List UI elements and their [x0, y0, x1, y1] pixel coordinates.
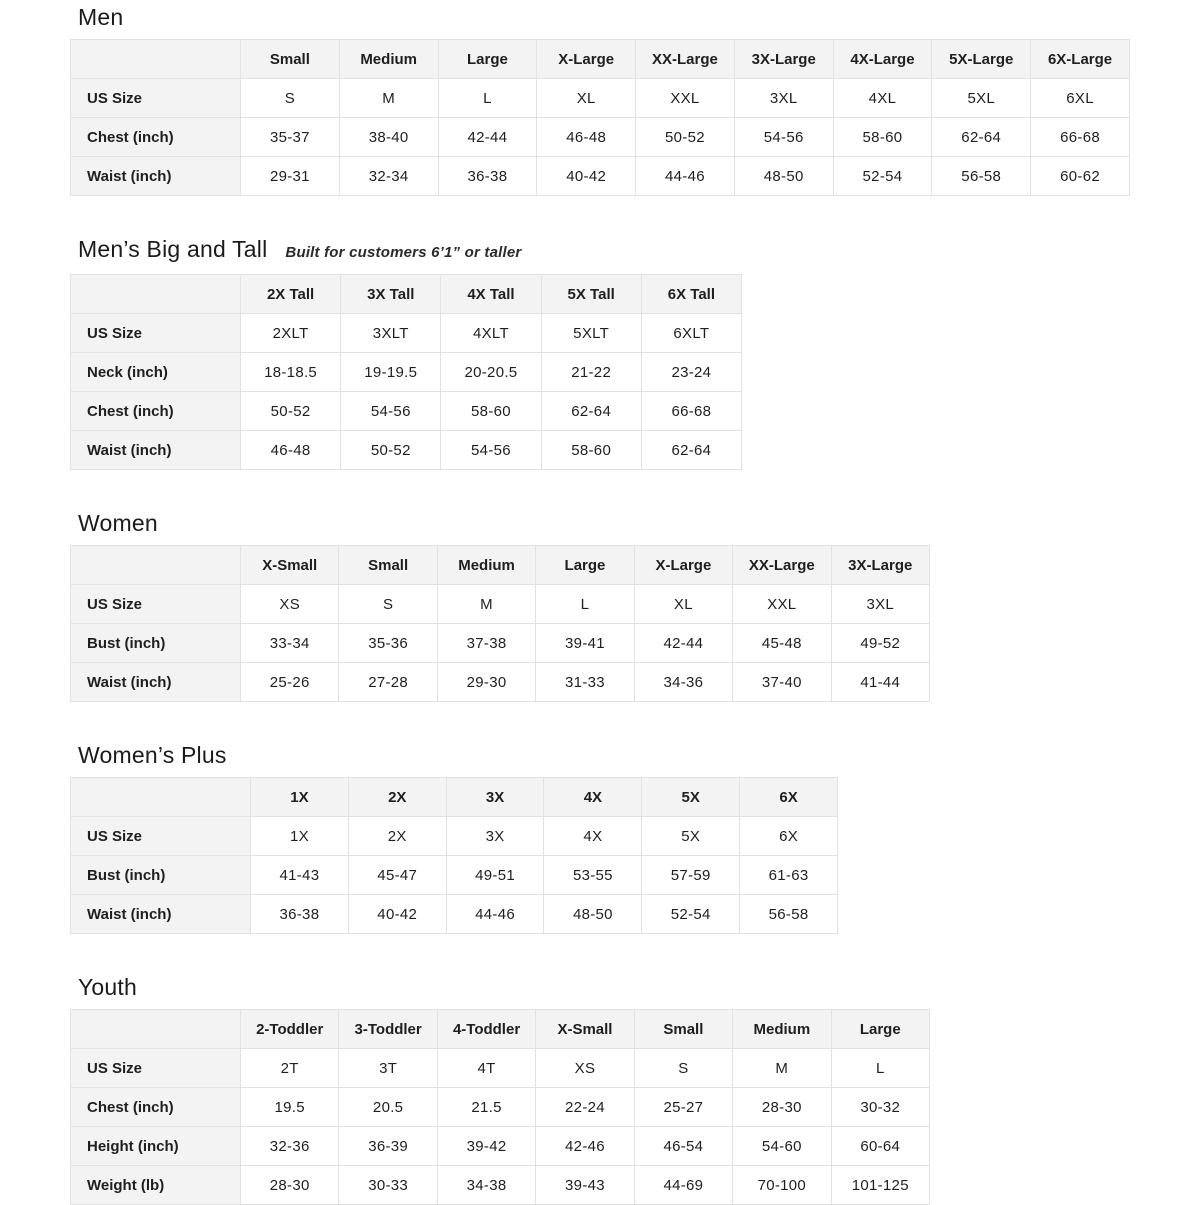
- size-value-cell: 21.5: [437, 1088, 535, 1127]
- row-label: Waist (inch): [71, 431, 241, 470]
- size-value-cell: 62-64: [641, 431, 741, 470]
- size-value-cell: 5XLT: [541, 314, 641, 353]
- table-row: [71, 118, 1130, 157]
- column-header: 2-Toddler: [241, 1010, 339, 1049]
- column-header: X-Large: [634, 546, 732, 585]
- size-value-cell: 44-46: [636, 157, 735, 196]
- section-womens-plus: [70, 742, 1200, 934]
- section-youth: [70, 974, 1200, 1205]
- women-size-table: [70, 545, 930, 702]
- row-label: US Size: [71, 1049, 241, 1088]
- size-value-cell: 41-43: [251, 856, 349, 895]
- column-header: X-Large: [537, 40, 636, 79]
- size-value-cell: XL: [537, 79, 636, 118]
- size-value-cell: 46-48: [537, 118, 636, 157]
- size-value-cell: 32-36: [241, 1127, 339, 1166]
- size-value-cell: L: [536, 585, 634, 624]
- column-header: 5X-Large: [932, 40, 1031, 79]
- header-row: [71, 778, 838, 817]
- column-header: XX-Large: [733, 546, 831, 585]
- column-header: Medium: [437, 546, 535, 585]
- size-value-cell: 37-38: [437, 624, 535, 663]
- size-value-cell: 4X: [544, 817, 642, 856]
- table-row: [71, 585, 930, 624]
- size-value-cell: 32-34: [339, 157, 438, 196]
- table-row: [71, 1166, 930, 1205]
- corner-cell: [71, 546, 241, 585]
- corner-cell: [71, 40, 241, 79]
- column-header: 3X Tall: [341, 275, 441, 314]
- size-value-cell: 54-56: [441, 431, 541, 470]
- table-row: [71, 1127, 930, 1166]
- size-value-cell: 6XL: [1031, 79, 1130, 118]
- row-label: Chest (inch): [71, 1088, 241, 1127]
- size-value-cell: 41-44: [831, 663, 929, 702]
- table-row: [71, 392, 742, 431]
- column-header: Medium: [733, 1010, 831, 1049]
- size-value-cell: 46-48: [241, 431, 341, 470]
- size-value-cell: 45-48: [733, 624, 831, 663]
- column-header: 2X: [348, 778, 446, 817]
- row-label: Bust (inch): [71, 624, 241, 663]
- row-label: Chest (inch): [71, 392, 241, 431]
- section-men: [70, 4, 1200, 196]
- header-row: [71, 275, 742, 314]
- size-value-cell: 4XLT: [441, 314, 541, 353]
- column-header: Large: [831, 1010, 929, 1049]
- size-value-cell: 22-24: [536, 1088, 634, 1127]
- size-value-cell: 53-55: [544, 856, 642, 895]
- size-value-cell: 48-50: [544, 895, 642, 934]
- row-label: Waist (inch): [71, 895, 251, 934]
- column-header: XX-Large: [636, 40, 735, 79]
- size-value-cell: 2XLT: [241, 314, 341, 353]
- size-value-cell: 25-27: [634, 1088, 732, 1127]
- size-value-cell: 52-54: [642, 895, 740, 934]
- size-value-cell: 56-58: [740, 895, 838, 934]
- table-row: [71, 431, 742, 470]
- section-title-text: Men’s Big and Tall: [78, 236, 268, 262]
- size-value-cell: 60-62: [1031, 157, 1130, 196]
- size-value-cell: 34-36: [634, 663, 732, 702]
- size-value-cell: XXL: [636, 79, 735, 118]
- size-value-cell: 70-100: [733, 1166, 831, 1205]
- size-value-cell: 28-30: [733, 1088, 831, 1127]
- row-label: US Size: [71, 314, 241, 353]
- row-label: Height (inch): [71, 1127, 241, 1166]
- section-title-womens-plus: Women’s Plus: [78, 742, 227, 768]
- column-header: 3X-Large: [734, 40, 833, 79]
- size-value-cell: 38-40: [339, 118, 438, 157]
- men-size-table: [70, 39, 1130, 196]
- header-row: [71, 546, 930, 585]
- column-header: Large: [536, 546, 634, 585]
- mens-big-and-tall-size-table: [70, 274, 742, 470]
- table-row: [71, 817, 838, 856]
- section-title-youth: Youth: [78, 974, 137, 1000]
- size-value-cell: 18-18.5: [241, 353, 341, 392]
- size-value-cell: XS: [241, 585, 339, 624]
- size-value-cell: 49-52: [831, 624, 929, 663]
- size-value-cell: 62-64: [932, 118, 1031, 157]
- size-value-cell: 35-36: [339, 624, 437, 663]
- section-subtitle: Built for customers 6’1” or taller: [285, 244, 522, 261]
- section-title-mens-big-and-tall: [78, 236, 1200, 266]
- size-value-cell: 48-50: [734, 157, 833, 196]
- column-header: 4X: [544, 778, 642, 817]
- size-value-cell: 21-22: [541, 353, 641, 392]
- size-value-cell: L: [831, 1049, 929, 1088]
- size-value-cell: 52-54: [833, 157, 932, 196]
- size-value-cell: 29-31: [241, 157, 340, 196]
- row-label: Weight (lb): [71, 1166, 241, 1205]
- column-header: 5X Tall: [541, 275, 641, 314]
- size-value-cell: XS: [536, 1049, 634, 1088]
- size-value-cell: 42-46: [536, 1127, 634, 1166]
- column-header: Small: [634, 1010, 732, 1049]
- size-value-cell: 2X: [348, 817, 446, 856]
- column-header: Medium: [339, 40, 438, 79]
- size-value-cell: 57-59: [642, 856, 740, 895]
- size-value-cell: 3XL: [831, 585, 929, 624]
- size-value-cell: S: [339, 585, 437, 624]
- column-header: 2X Tall: [241, 275, 341, 314]
- size-value-cell: 44-69: [634, 1166, 732, 1205]
- size-value-cell: 54-56: [734, 118, 833, 157]
- size-value-cell: 1X: [251, 817, 349, 856]
- header-row: [71, 1010, 930, 1049]
- size-value-cell: 50-52: [636, 118, 735, 157]
- size-value-cell: 34-38: [437, 1166, 535, 1205]
- size-value-cell: 5XL: [932, 79, 1031, 118]
- section-women: [70, 510, 1200, 702]
- column-header: X-Small: [536, 1010, 634, 1049]
- size-value-cell: 3XLT: [341, 314, 441, 353]
- size-value-cell: 62-64: [541, 392, 641, 431]
- size-value-cell: 54-56: [341, 392, 441, 431]
- size-value-cell: 3T: [339, 1049, 437, 1088]
- row-label: US Size: [71, 79, 241, 118]
- size-value-cell: 58-60: [541, 431, 641, 470]
- size-value-cell: 31-33: [536, 663, 634, 702]
- table-row: [71, 1049, 930, 1088]
- youth-size-table: [70, 1009, 930, 1205]
- size-value-cell: 4XL: [833, 79, 932, 118]
- header-row: [71, 40, 1130, 79]
- size-value-cell: 19.5: [241, 1088, 339, 1127]
- size-value-cell: 66-68: [641, 392, 741, 431]
- column-header: 4-Toddler: [437, 1010, 535, 1049]
- row-label: Waist (inch): [71, 157, 241, 196]
- size-value-cell: M: [733, 1049, 831, 1088]
- column-header: 6X Tall: [641, 275, 741, 314]
- size-value-cell: 61-63: [740, 856, 838, 895]
- size-value-cell: 19-19.5: [341, 353, 441, 392]
- size-value-cell: 58-60: [441, 392, 541, 431]
- size-value-cell: 25-26: [241, 663, 339, 702]
- row-label: US Size: [71, 585, 241, 624]
- table-row: [71, 1088, 930, 1127]
- size-value-cell: 56-58: [932, 157, 1031, 196]
- row-label: Chest (inch): [71, 118, 241, 157]
- table-row: [71, 314, 742, 353]
- size-value-cell: 42-44: [438, 118, 537, 157]
- table-row: [71, 353, 742, 392]
- womens-plus-size-table: [70, 777, 838, 934]
- size-value-cell: 6X: [740, 817, 838, 856]
- size-value-cell: 36-38: [438, 157, 537, 196]
- size-value-cell: 29-30: [437, 663, 535, 702]
- column-header: 4X Tall: [441, 275, 541, 314]
- size-value-cell: 42-44: [634, 624, 732, 663]
- corner-cell: [71, 1010, 241, 1049]
- column-header: 6X-Large: [1031, 40, 1130, 79]
- table-row: [71, 157, 1130, 196]
- table-row: [71, 895, 838, 934]
- size-value-cell: 54-60: [733, 1127, 831, 1166]
- column-header: Large: [438, 40, 537, 79]
- row-label: Waist (inch): [71, 663, 241, 702]
- corner-cell: [71, 778, 251, 817]
- size-value-cell: 39-42: [437, 1127, 535, 1166]
- size-value-cell: 30-32: [831, 1088, 929, 1127]
- size-value-cell: 40-42: [348, 895, 446, 934]
- size-value-cell: 46-54: [634, 1127, 732, 1166]
- column-header: Small: [241, 40, 340, 79]
- size-value-cell: M: [437, 585, 535, 624]
- size-value-cell: 28-30: [241, 1166, 339, 1205]
- size-value-cell: 2T: [241, 1049, 339, 1088]
- column-header: 5X: [642, 778, 740, 817]
- size-value-cell: 3XL: [734, 79, 833, 118]
- size-value-cell: 5X: [642, 817, 740, 856]
- size-value-cell: 33-34: [241, 624, 339, 663]
- column-header: Small: [339, 546, 437, 585]
- size-value-cell: 50-52: [341, 431, 441, 470]
- size-value-cell: 3X: [446, 817, 544, 856]
- size-value-cell: 49-51: [446, 856, 544, 895]
- size-value-cell: 20.5: [339, 1088, 437, 1127]
- column-header: 3X-Large: [831, 546, 929, 585]
- size-value-cell: 60-64: [831, 1127, 929, 1166]
- section-mens-big-and-tall: [70, 236, 1200, 470]
- column-header: 1X: [251, 778, 349, 817]
- column-header: 6X: [740, 778, 838, 817]
- size-value-cell: XL: [634, 585, 732, 624]
- size-value-cell: L: [438, 79, 537, 118]
- row-label: Neck (inch): [71, 353, 241, 392]
- size-value-cell: 37-40: [733, 663, 831, 702]
- size-value-cell: S: [634, 1049, 732, 1088]
- row-label: Bust (inch): [71, 856, 251, 895]
- row-label: US Size: [71, 817, 251, 856]
- size-value-cell: S: [241, 79, 340, 118]
- size-value-cell: 4T: [437, 1049, 535, 1088]
- size-value-cell: 30-33: [339, 1166, 437, 1205]
- size-value-cell: 20-20.5: [441, 353, 541, 392]
- size-value-cell: 39-41: [536, 624, 634, 663]
- size-value-cell: 36-39: [339, 1127, 437, 1166]
- size-value-cell: 23-24: [641, 353, 741, 392]
- size-value-cell: 66-68: [1031, 118, 1130, 157]
- size-value-cell: 101-125: [831, 1166, 929, 1205]
- column-header: 3X: [446, 778, 544, 817]
- section-title-men: Men: [78, 4, 124, 30]
- table-row: [71, 624, 930, 663]
- size-value-cell: 39-43: [536, 1166, 634, 1205]
- size-value-cell: 50-52: [241, 392, 341, 431]
- table-row: [71, 856, 838, 895]
- size-value-cell: 44-46: [446, 895, 544, 934]
- section-title-women: Women: [78, 510, 158, 536]
- size-value-cell: M: [339, 79, 438, 118]
- size-value-cell: 35-37: [241, 118, 340, 157]
- size-value-cell: 36-38: [251, 895, 349, 934]
- column-header: 3-Toddler: [339, 1010, 437, 1049]
- size-value-cell: 40-42: [537, 157, 636, 196]
- table-row: [71, 79, 1130, 118]
- size-value-cell: 27-28: [339, 663, 437, 702]
- size-value-cell: 45-47: [348, 856, 446, 895]
- column-header: X-Small: [241, 546, 339, 585]
- column-header: 4X-Large: [833, 40, 932, 79]
- size-value-cell: XXL: [733, 585, 831, 624]
- table-row: [71, 663, 930, 702]
- size-value-cell: 6XLT: [641, 314, 741, 353]
- corner-cell: [71, 275, 241, 314]
- size-value-cell: 58-60: [833, 118, 932, 157]
